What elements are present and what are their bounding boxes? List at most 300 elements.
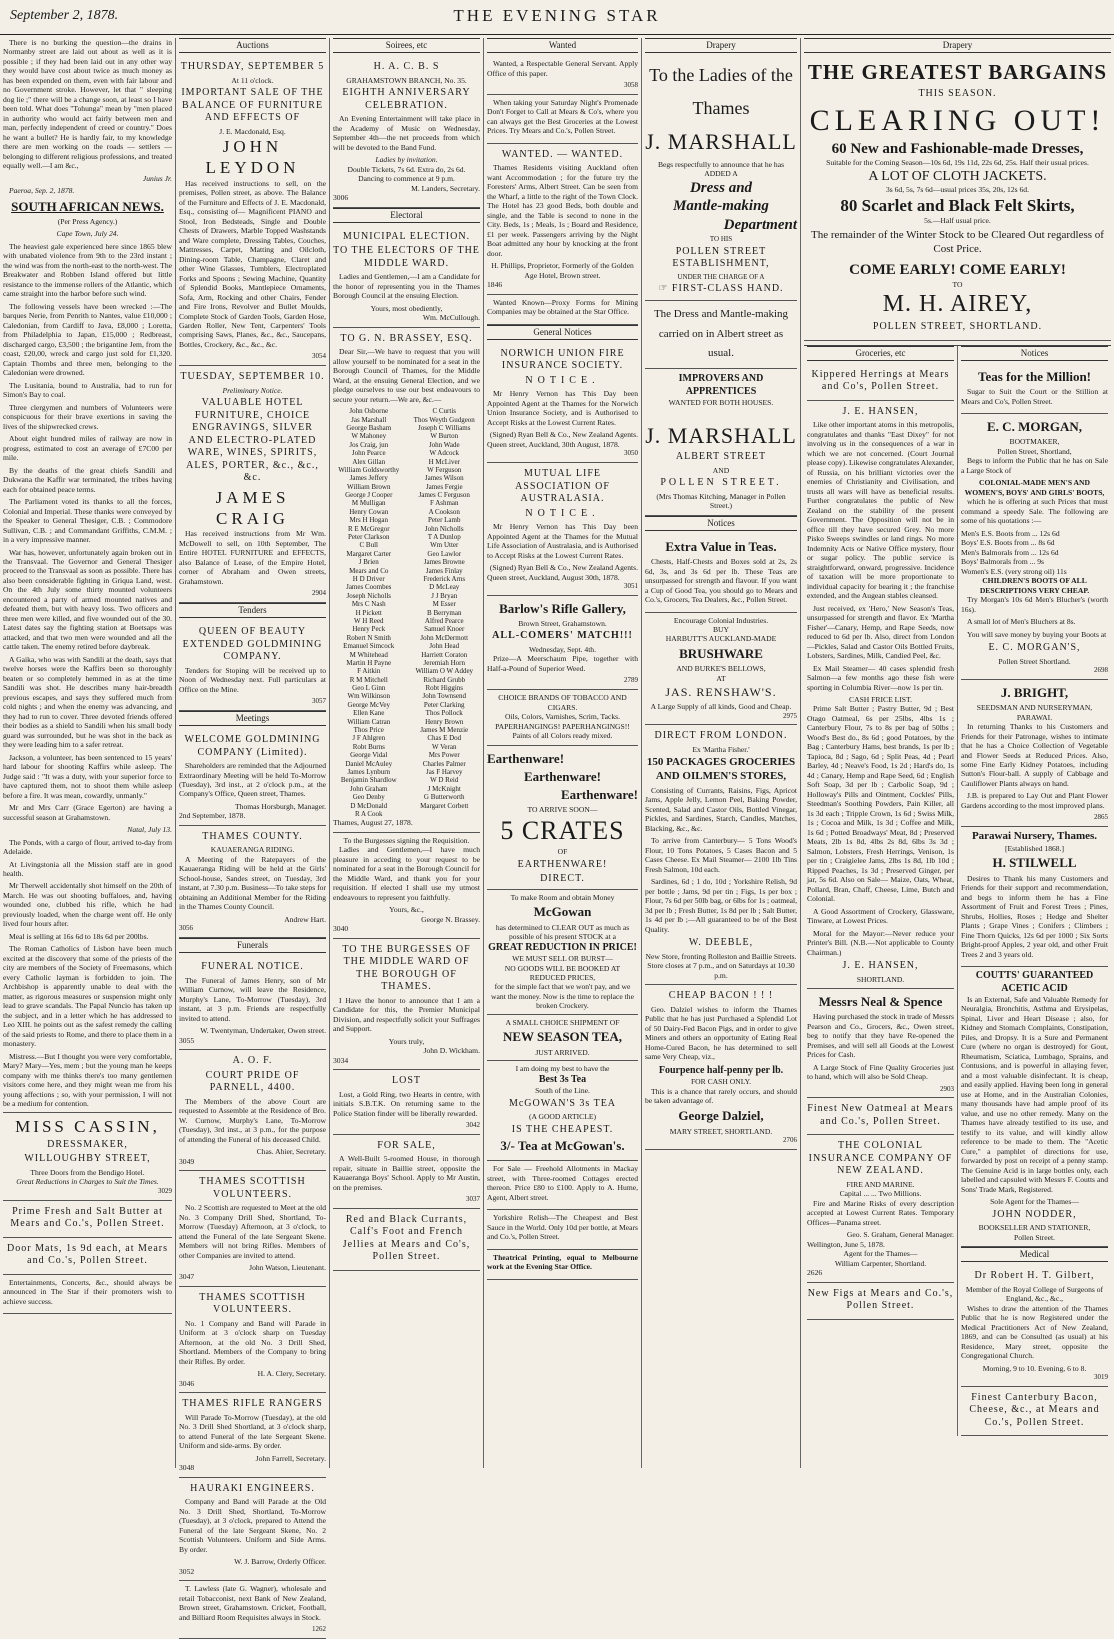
- funeral-body: The Members of the above Court are requested to Assemble at the Residence of Bro. W. Curnow, Murphy's Lane, To-Morrow (Tuesday), 3rd inst., at 3 p.m., for the purpose of attending the Funeral of his deceased Child.: [179, 1096, 326, 1144]
- meeting-2: [179, 826, 326, 938]
- advert-text: [Established 1868.]: [1004, 843, 1065, 853]
- advert-number: 3029: [158, 1186, 172, 1195]
- column-1: [0, 38, 176, 1468]
- advert-text: IMPROVERS AND APPRENTICES: [645, 368, 797, 398]
- signatory-name: M Esser: [432, 600, 456, 609]
- advert-text: for the simple fact that we won't pay, and we want the money. Now is the time to replace the broken Crockery.: [491, 982, 634, 1011]
- signatory-name: Ellen Kane: [353, 709, 385, 718]
- electoral-body: Dear Sir,—We have to request that you will allow yourself to be nominated for a seat in the Borough Council of Thames, for the Middle Ward, at the ensuing General Election, and we pledge ourselves to use our best endeavours to secure your return.—We are, &c.—: [333, 347, 480, 404]
- advert-number: 3019: [1094, 1373, 1108, 1382]
- notice-subtitle: NOTICE.: [525, 507, 600, 519]
- signatory-name: H Pickett: [355, 608, 382, 617]
- price-line: Men's E.S. Boots from ... 12s 6d: [961, 528, 1060, 538]
- news-paragraph: War has, however, unfortunately again broken out in the Transvaal. The Governor and General Thesiger proceed to the Transvaal as soon as possible. There has also been considerable fighting in Griqua Land, west. On the 4th July some thirty mounted volunteers encountered a party of armed mounted natives and defeated them, but with heavy loss. Two officers and three men were killed, and five wounded out of the 30. Latest dates say the fighting station at Boetsaps was attacked, and that two men were wounded and all the cattle taken. The enemy retired before daybreak.: [3, 547, 172, 652]
- advert-text: DIRECT.: [540, 873, 585, 885]
- advert-number: 2626: [807, 1268, 823, 1278]
- signatory-name: Robert N Smith: [346, 633, 391, 642]
- advert-text: Kippered Herrings at Mears and Co's, Pollen Street.: [811, 368, 950, 393]
- advert-text: WANTED FOR BOTH HOUSES.: [668, 398, 774, 408]
- advert-text: AND BURKE'S BELLOWS,: [676, 664, 766, 674]
- advert-text: AND: [712, 465, 730, 475]
- advert-currants: [333, 1209, 480, 1271]
- signatory-name: W H Reed: [354, 616, 384, 625]
- wanted-4: [487, 295, 638, 325]
- advert-text: Entertainments, Concerts, &c., should always be announced in The Star if their promoters wish to achieve success.: [3, 1277, 172, 1306]
- advert-text: 5s.—Half usual price.: [924, 215, 991, 225]
- advert-text: Consisting of Currants, Raisins, Figs, Apricot Jams, Apple Jelly, Lemon Peel, Baking Powder, Scented, Salad and Castor Oils, Bottled Vinegar, Pickles, and Sardines, Starch, Candles, Matches, Blacking, &c., &c.: [645, 785, 797, 833]
- meeting-body: Shareholders are reminded that the Adjourned Extraordinary Meeting will be held To-Morrow (Tuesday), 3rd inst., at 2 o'clock p.m., at the Company's Office, Queen street, Thames.: [179, 761, 326, 799]
- notice-norwich: [487, 343, 638, 463]
- signatory-name: Mrs Power: [428, 751, 460, 760]
- signatory-name: John McDermott: [420, 633, 469, 642]
- advert-text: POLLEN STREET ESTABLISHMENT,: [672, 245, 770, 269]
- funeral-signature: John Watson, Lieutenant.: [249, 1263, 326, 1272]
- signatory-name: Jos Craig, jun: [349, 440, 389, 449]
- advert-text: PAPERHANGINGS! PAPERHANGINGS!!: [495, 721, 630, 731]
- signatory-name: James Lynburn: [347, 767, 391, 776]
- meeting-body: A Meeting of the Ratepayers of the Kauaeranga Riding will be held at the Girls' School-house, Sandes street, on Tuesday, 3rd instant, at 7.30 p.m. Business—To take steps for obtaining an Additional Member for the Riding in the Thames County Council.: [179, 854, 326, 912]
- notice-signature: (Signed) Ryan Bell & Co., New Zealand Agents.: [489, 430, 638, 440]
- meeting-title: THAMES COUNTY.: [202, 830, 303, 842]
- advert-text: Department: [723, 217, 797, 233]
- signatory-name: James Jeffery: [349, 474, 388, 483]
- price-line: Boys' E.S. Boots from ... 8s 6d: [961, 538, 1055, 548]
- signatory-name: M Whitehead: [349, 650, 388, 659]
- advert-tobacconist: [179, 1581, 326, 1639]
- electoral-body: Ladies and Gentlemen,—I am a Candidate for the honor of representing you in the Thames Borough Council at the ensuing Election.: [333, 272, 480, 301]
- advert-heading: THE COLONIAL INSURANCE COMPANY OF NEW ZEALAND.: [808, 1140, 953, 1177]
- lost-title: LOST: [392, 1075, 421, 1087]
- news-paragraph: The Roman Catholics of Lisbon have been much excited at the discovery that some of the priests of the city are members of the Society of Freemasons, which every Catholic layman is forbidden to join. The Archbishop is apparently unable to deal with the matter, as rigorous measures or suspension might only lead to grave scandals. The Papal Nuncio has taken up the subject, and in a letter which he has addressed to Leo XIII. he points out as the safest remedy the calling of the said priests to Rome, and there to place them in a monastery.: [3, 944, 172, 1049]
- electoral-heading: TO G. N. BRASSEY, ESQ.: [340, 332, 473, 344]
- advert-morgan: [961, 414, 1108, 680]
- advert-text: William Carpenter, Shortland.: [834, 1258, 927, 1268]
- news-paragraph: The Parliament voted its thanks to all the forces, Colonial and Imperial. These thanks were conveyed by the Speaker to General Thesiger, C.B. ; Commodore Sullivan, C.B. ; and Commandant Griffiths, C.M.M. ; in a very impressive manner.: [3, 497, 172, 545]
- advert-deeble: [645, 725, 797, 985]
- advert-text: Encourage Colonial Industries.: [673, 615, 769, 625]
- notice-body: Mr Henry Vernon has This Day been Appointed Agent at the Thames for the Norwich Union Insurance Society, and is Authorised to Accept Risks at the Lowest Current Rates.: [487, 389, 638, 427]
- column-3: [330, 38, 484, 1468]
- advert-butter: [3, 1201, 172, 1238]
- column-2: [176, 38, 330, 1634]
- letter-text: There is no burking the question—the drains in Normanby street are laid out about as well as it is possible ; if they had been laid out in any other way they would have cost about twice as much money as has been expended on them, even with fair labour and no Government stroke. However, let that " sleeping dog lie ;" there will be a change soon, at least so I have been told. What does "Tohunga" mean by "men placed in authority who would act fairly between men and man, perfectly independent of creed or country." Does he want a bullet? He is hardly fair, to my knowledge there are men working on the roads — settlers — belonging to different religious professions, and treated equally well.—I am &c.,: [3, 38, 172, 171]
- signatory-name: Mrs C Nash: [351, 600, 386, 609]
- lost-notice: [333, 1070, 480, 1135]
- wanted-text: Thames Residents visiting Auckland often want Accommodation ; for the future try the Foresters' Arms, Albert Street. Can be seen from the Wharf, a little to the right of the Town Clock. The Hotel has 23 good Beds, both double and single, and the Table is second to none in the City. Beds, 1s ; Meals, 1s ; Board and Residence, £1 per week. Passengers arriving by the Night Boat admitted any hour by knocking at the front door.: [487, 163, 638, 258]
- funeral-title: A. O. F.: [232, 1055, 273, 1067]
- advert-text: Fire and Marine Risks of every description accepted at Lowest Current Rates. Temporary Offices—Panama street.: [807, 1198, 954, 1227]
- advert-coutts: [961, 967, 1108, 1247]
- advert-heading: JOHN NODDER,: [992, 1208, 1077, 1220]
- advert-number: 2789: [624, 676, 638, 685]
- news-paragraph: A Gaika, who was with Sandili at the death, says that twelve horses were the Kaffirs been so thoroughly beaten or so completely hemmed in as at the time Sandili was shot. He describes many hair-breadth previous escapes, and says they suffered much from cold nights ; and when the enemy was advancing, and they had to run to cover. Three devoted friends offered their bodies as a shield to Sandili when his small body guard was surrounded, but he was shot in the back as they were leading him to a safer retreat.: [3, 654, 172, 750]
- advert-text: Moral for the Mayor:—Never reduce your Printer's Bill. (N.B.—Not applicable to County Chairman.): [807, 928, 954, 957]
- advert-heading: George Dalziel,: [678, 1108, 764, 1124]
- signatory-name: James Wilson: [424, 474, 464, 483]
- advert-text: Mantle-making: [673, 198, 769, 215]
- advert-neal-spence: [807, 989, 954, 1098]
- soiree: [333, 56, 480, 207]
- advert-text: Three Doors from the Bendigo Hotel.: [30, 1167, 145, 1177]
- funeral-body: The Funeral of James Henry, son of Mr William Curnow, will leave the Residence, Murphy's Lane, To-Morrow (Tuesday), 3rd instant, at 3 p.m. Friends are respectfully invited to attend.: [179, 975, 326, 1023]
- electoral-close: Yours, most obediently,: [370, 303, 443, 313]
- section-header-notices-right: Notices: [961, 346, 1108, 361]
- column-4: [484, 38, 642, 1468]
- tender-body: Tenders for Stoping will be received up to Noon of Wednesday next. Full particulars at Office on the Mine.: [179, 665, 326, 694]
- advert-text: Pollen Street Shortland.: [998, 656, 1071, 666]
- advert-heading: E. C. MORGAN,: [987, 419, 1082, 435]
- advert-number: 3048: [179, 1463, 195, 1473]
- signatory-name: James C Ferguson: [418, 491, 470, 500]
- notice-mutual-life: [487, 463, 638, 596]
- advert-text: POLLEN STREET.: [660, 477, 782, 489]
- signatory-name: T A Dunlop: [427, 533, 461, 542]
- advert-text: ALBERT STREET: [675, 451, 767, 463]
- advert-text: New Figs at Mears and Co.'s, Pollen Street.: [807, 1287, 954, 1312]
- rifle-title: Barlow's Rifle Gallery,: [499, 600, 626, 616]
- soiree-signature: M. Landers, Secretary.: [411, 183, 480, 193]
- advert-text: Suitable for the Coming Season—10s 6d, 19s 11d, 22s 6d, 25s. Half their usual prices.: [826, 158, 1089, 168]
- price-line: Men's Balmorals from ... 12s 6d: [961, 547, 1059, 557]
- advert-text: GREAT REDUCTION IN PRICE!: [488, 941, 637, 953]
- electoral-3: [333, 833, 480, 939]
- news-paragraph: Jackson, a volunteer, has been sentenced to 15 years' hard labour for shooting Kaffirs while asleep. The Judge said : "It was a duty, with your superior force to have captured them, not to shoot them while asleep before a fire. It was mean, cowardly, unmanly.": [3, 752, 172, 800]
- signatory-name: Benjamin Shardlow: [340, 776, 397, 785]
- electoral-1: [333, 226, 480, 328]
- advert-text: EARTHENWARE!: [517, 858, 608, 870]
- advert-colonial-insurance: [807, 1135, 954, 1282]
- notices-column: [958, 346, 1111, 1437]
- section-header-drapery-airey: Drapery: [804, 38, 1111, 53]
- advert-text: Store closes at 7 p.m., and on Saturdays at 10.30 p.m.: [647, 961, 795, 980]
- advert-text: Pollen Street, Shortland,: [997, 446, 1072, 456]
- advert-text: BOOTMAKER,: [1009, 437, 1060, 447]
- advert-printing: [487, 1250, 638, 1280]
- advert-text: You will save money by buying your Boots at: [967, 629, 1107, 639]
- news-paragraph: The heaviest gale experienced here since 1865 blew with unabated violence from 9th to the 23rd instant ; the wind was from the north-east to the north-west. The Breakwater and Robben Island offered but little resistance to the immense rollers of the Atlantic, which came straight into the harbor before such wind.: [3, 241, 172, 299]
- section-header-general-notices: General Notices: [487, 325, 638, 340]
- news-paragraph: At Livingstonia all the Mission staff are in good health.: [3, 859, 172, 878]
- advert-heading: Messrs Neal & Spence: [818, 994, 943, 1010]
- sale-title: FOR SALE,: [377, 1139, 436, 1151]
- advert-text: JUST ARRIVED.: [535, 1047, 590, 1057]
- signatory-name: D McLeay: [429, 583, 460, 592]
- advert-text: Try Morgan's 10s 6d Men's Blucher's (worth 16s).: [961, 595, 1108, 614]
- signatory-name: Daniel McAuley: [345, 759, 393, 768]
- advert-heading: DIRECT FROM LONDON.: [654, 730, 788, 742]
- advert-heading: MISS CASSIN,: [15, 1116, 160, 1136]
- news-dateline: Natal, July 13.: [127, 825, 172, 835]
- funeral-6: [179, 1478, 326, 1581]
- advert-stilwell: [961, 827, 1108, 967]
- advert-text: Geo. S. Graham, General Manager.: [846, 1230, 954, 1240]
- advert-dalziel: [645, 985, 797, 1150]
- advert-number: 2706: [783, 1136, 797, 1145]
- advert-cassin: [3, 1112, 172, 1201]
- rifle-prize: Prize—A Meerschaum Pipe, together with Half-a-Pound of Superior Weed.: [487, 654, 638, 673]
- signatory-name: George J Cooper: [345, 491, 393, 500]
- meeting-signature: Andrew Hart.: [284, 914, 326, 924]
- advert-number: 3040: [333, 924, 349, 934]
- signatory-name: R A Cook: [354, 809, 383, 818]
- signatory-name: J McKnight: [427, 784, 461, 793]
- tender: [179, 621, 326, 711]
- electoral-heading: To the Burgesses signing the Requisition.: [343, 835, 470, 845]
- signatory-name: Thos Pollock: [425, 709, 463, 718]
- signatory-name: James Browne: [423, 558, 465, 567]
- wanted-signature: H. Phillips, Proprietor, Formerly of the Golden Age Hotel, Brown street.: [491, 261, 634, 280]
- advert-heading: J. BRIGHT,: [1000, 684, 1069, 700]
- advert-heading: CHEAP BACON ! ! !: [668, 990, 774, 1002]
- notice-body: Mr Henry Vernon has This Day been Appointed Agent at the Thames for the Mutual Life Association of Australasia, and is Authorised to Accept Risks at the Lowest Current Rates.: [487, 522, 638, 560]
- advert-number: 3050: [624, 449, 638, 458]
- meeting-subtitle: KAUAERANGA RIDING.: [210, 845, 295, 855]
- signatory-name: Charles Palmer: [422, 759, 466, 768]
- advert-number: 3037: [466, 1195, 480, 1204]
- advert-number: 3052: [179, 1566, 195, 1576]
- signatory-name: G Butterworth: [423, 793, 465, 802]
- signatory-name: George McVey: [347, 700, 390, 709]
- notice-signature: (Signed) Ryan Bell & Co., New Zealand Agents.: [489, 563, 638, 573]
- advert-text: A LOT OF CLOTH JACKETS.: [868, 168, 1047, 184]
- signatory-name: John Graham: [349, 784, 388, 793]
- advert-text: AT: [716, 673, 726, 683]
- advert-text: T. Lawless (late G. Wagner), wholesale and retail Tobacconist, next Bank of New Zealand, Brown street, Grahamstown. Cricket, Football, and Billiard Room Requisites always in Stock.: [179, 1584, 326, 1622]
- signatory-name: John Head: [429, 642, 460, 651]
- airey-name: M. H. AIREY,: [882, 291, 1033, 318]
- electoral-signature: Wm. McCullough.: [422, 313, 480, 323]
- column-6: [801, 38, 1114, 1468]
- electoral-close: Yours, &c.,: [389, 905, 424, 915]
- rifle-match: ALL-COMERS' MATCH!!!: [492, 630, 633, 642]
- auction-body: Has received instructions from Mr Wm. McDowell to sell, on 10th September, The Entire HOTEL FURNITURE and EFFECTS, also Balance of Lease, of the Empire Hotel, corner of Abraham and Owen streets, Grahamstown.: [179, 529, 326, 586]
- advert-text: To make Room and obtain Money: [487, 889, 638, 902]
- signatory-name: James Finlay: [425, 566, 463, 575]
- advert-text: A SMALL CHOICE SHIPMENT OF: [487, 1014, 638, 1027]
- signatory-name: Mrs H Hogan: [349, 516, 388, 525]
- groceries-column: [804, 346, 958, 1437]
- advert-text: This is a chance that rarely occurs, and should be taken advantage of.: [645, 1086, 797, 1105]
- meeting-title: WELCOME GOLDMINING COMPANY (Limited).: [184, 734, 321, 758]
- advert-heading: COUTTS' GUARANTEED ACETIC ACID: [975, 970, 1094, 994]
- signatory-name: John Nicholls: [424, 524, 464, 533]
- signatory-name: W D Reid: [430, 776, 459, 785]
- advert-text: Dress and: [689, 179, 753, 196]
- signatory-name: James M Menzie: [420, 726, 469, 735]
- advert-text: I am doing my best to have the: [487, 1060, 638, 1073]
- signatory-name: J J Bryan: [431, 591, 458, 600]
- advert-number: 3006: [333, 193, 349, 203]
- advert-number: 1262: [312, 1625, 326, 1634]
- advert-number: 3049: [179, 1156, 195, 1166]
- advert-text: Is an External, Safe and Valuable Remedy for Neuralgia, Bronchitis, Asthma and Erysipelas, Spinal, Liver and Heart Disease ; also, for Kidney and Stomach Complaints, Constipation, Piles, and Dropsy. It is a Sure and Permanent Cure (where no organ is destroyed) for Gout, Rheumatism, Sciatica, Lumbago, Sprains, and Contusions, and is powerful in allaying fever, and a most valuable disinfectant. It is cheap, and easily applied. Having been long in general use at Home, and in the Australian Colonies, many thousands have had ample proof of its value, and use no other remedy. Many on the Thames have already testified to its use, and testify to its value, and will kindly allow reference to be made to them. The "Acetic Cure," a pamphlet of directions for use, forwarded by post on receipt of a penny stamp. The Genuine Acid is in large bottles only, each labelled and capsuled with Messrs F. Coutts and Sons' Trade Mark, Registered.: [961, 995, 1108, 1194]
- advert-heading: Dr Robert H. T. Gilbert,: [974, 1270, 1095, 1282]
- advert-number: 2975: [783, 711, 797, 720]
- advert-number: 3034: [333, 1055, 349, 1065]
- advert-text: Red and Black Currants, Calf's Foot and French Jellies at Mears and Co's, Pollen Street.: [342, 1213, 471, 1263]
- signatory-name: Richard Grubb: [423, 675, 466, 684]
- news-paragraph: Mr Therwell accidentally shot himself on the 20th of March. He was out shooting buffaloes, and, having wounded one, clubbed his rifle, which he had previously loaded, when the charge went off. He only lived four hours after.: [3, 881, 172, 929]
- section-header-medical: Medical: [961, 1247, 1108, 1262]
- news-title: SOUTH AFRICAN NEWS.: [11, 198, 164, 214]
- advert-bright: [961, 680, 1108, 827]
- advert-number: 3042: [466, 1120, 480, 1129]
- advert-text: Geo. Dalziel wishes to inform the Thames Public that he has just Purchased a Splendid Lot of 50 Dairy-Fed Bacon Pigs, and in order to give Miners and others an opportunity of Eating Real Home-Cured Bacon, he has determined to sell same Very Cheap, viz.,: [645, 1004, 797, 1062]
- signatory-name: C Bull: [359, 541, 378, 550]
- electoral-heading: TO THE ELECTORS OF THE MIDDLE WARD.: [333, 245, 480, 269]
- signatory-name: William O W Addey: [415, 667, 474, 676]
- advert-number: 3057: [312, 697, 326, 706]
- advert-number: 3058: [624, 81, 638, 90]
- advert-text: Just received, ex 'Hero,' New Season's Teas, unsurpassed for strength and flavor. Ex 'Martha Fisher'—Canary, Hemp, and Rape Seeds, now reduced to 6d per lb. Also, direct from London—Pickles, Salad and Castor Oils Bottled Fruits, Lobsters, Sardines, Milk, Candied Peel, &c.: [807, 603, 954, 661]
- advert-text: UNDER THE CHARGE OF A: [677, 272, 765, 281]
- signatory-name: Chas E Dod: [427, 734, 462, 743]
- signatory-name: Wm Wilkinson: [347, 692, 391, 701]
- marshall-name: J. MARSHALL: [645, 422, 797, 448]
- signatory-list: [333, 407, 405, 818]
- column-6-split: [804, 345, 1111, 1437]
- signatory-name: John Pearce: [351, 449, 386, 458]
- advert-text: Wishes to draw the attention of the Thames Public that he is now Registered under the Medical Practitioners Act of New Zealand, 1869, and can be Consulted (as usual) at his Residence, Mary street, opposite the Congregational Church.: [961, 1303, 1108, 1361]
- advert-heading: E. C. MORGAN'S,: [988, 642, 1081, 654]
- advert-text: Pollen Street.: [1014, 1232, 1055, 1242]
- signatory-name: George Basham: [346, 423, 392, 432]
- signatory-name: Peter Clarking: [423, 700, 465, 709]
- ew-line: Earthenware!: [560, 787, 638, 803]
- wanted-2: [487, 95, 638, 144]
- column-5: [642, 38, 801, 1468]
- advert-text: J.B. is prepared to Lay Out and Plant Flower Gardens according to the most improved plans.: [961, 791, 1108, 810]
- news-paragraph: The Ponds, with a cargo of flour, arrived to-day from Adelaide.: [3, 837, 172, 857]
- auction-date: TUESDAY, SEPTEMBER 10.: [180, 371, 325, 383]
- signatory-name: H McLiver: [428, 457, 460, 466]
- signatory-name: William Goldsworthy: [338, 465, 400, 474]
- advert-text: A small lot of Men's Bluchers at 8s.: [967, 617, 1076, 627]
- rifle-address: Brown Street, Grahamstown.: [518, 618, 607, 628]
- advert-heading: H. STILWELL: [992, 855, 1077, 871]
- soiree-heading: EIGHTH ANNIVERSARY CELEBRATION.: [342, 87, 471, 111]
- advert-text: HARBUTT'S AUCKLAND-MADE: [665, 634, 777, 644]
- advert-number: 3047: [179, 1272, 195, 1282]
- soiree-title: H. A. C. B. S: [373, 61, 440, 73]
- advert-text: 3s 6d, 5s, 7s 6d—usual prices 35s, 20s, 12s 6d.: [885, 185, 1030, 195]
- signatory-name: Harriett Coraton: [421, 650, 468, 659]
- electoral-close: Yours truly,: [388, 1036, 425, 1046]
- letter-signature: Junius Jr.: [142, 173, 172, 183]
- advert-entertainments: [3, 1275, 172, 1314]
- advert-number: 2865: [1094, 813, 1108, 822]
- auction-title: VALUABLE HOTEL FURNITURE, CHOICE ENGRAVINGS, SILVER AND ELECTRO-PLATED WARE, WINES, SPIRITS, ALES, PORTER, &c., &c., &c.: [186, 397, 319, 484]
- advert-text: Ex 'Martha Fisher.': [692, 744, 750, 754]
- electoral-4: [333, 939, 480, 1070]
- electoral-body: Ladies and Gentlemen,—I have much pleasure in acceding to your request to be nominated for a seat in the Borough Council for the Middle Ward, and thank you for your requisition. If elected I shall use my utmost endeavours to represent you faithfully.: [333, 845, 480, 902]
- advert-text: 80 Scarlet and Black Felt Skirts,: [840, 195, 1075, 215]
- tender-title: QUEEN OF BEAUTY EXTENDED GOLDMINING COMPANY.: [182, 626, 323, 663]
- mcgowan-name: McGowan: [533, 904, 592, 920]
- requisition-signatories: [333, 407, 480, 818]
- letter-place: Paeroa, Sep. 2, 1878.: [9, 186, 75, 196]
- advert-text: Finest Canterbury Bacon, Cheese, &c., at Mears and Co.'s, Pollen Street.: [969, 1391, 1100, 1428]
- auction-time: At 11 o'clock.: [231, 75, 274, 85]
- advert-text: Begs to inform the Public that he has on Sale a Large Stock of: [961, 456, 1108, 475]
- advert-text: CHILDREN'S BOOTS OF ALL DESCRIPTIONS VERY CHEAP.: [979, 576, 1090, 595]
- advert-text: Door Mats, 1s 9d each, at Mears and Co.'s, Pollen Street.: [7, 1242, 168, 1267]
- advert-text: 60 New and Fashionable-made Dresses,: [831, 140, 1084, 157]
- advert-text: Having purchased the stock in trade of Messrs Pearson and Co., Grocers, &c., Owen street, beg to notify that they have Re-opened the Premises, and will sell all Goods at the Lowest Prices for Cash.: [807, 1012, 954, 1060]
- advert-text: COME EARLY! COME EARLY!: [849, 261, 1066, 278]
- marshall-name: J. MARSHALL: [645, 129, 797, 155]
- advert-text: FIRE AND MARINE.: [846, 1179, 915, 1189]
- newspaper-title: THE EVENING STAR: [453, 6, 661, 25]
- notice-subtitle: NOTICE.: [525, 374, 600, 386]
- auctioneer-name: JOHN LEYDON: [205, 137, 300, 178]
- funeral-subtitle: COURT PRIDE OF PARNELL, 4400.: [205, 1069, 300, 1094]
- advert-text: A Large Stock of Fine Quality Groceries just to hand, which will also be Sold Cheap.: [807, 1062, 954, 1082]
- signatory-name: J Brien: [358, 558, 379, 567]
- advert-text: The remainder of the Winter Stock to be Cleared Out regardless of Cost Price.: [811, 229, 1104, 256]
- advert-mats: [3, 1238, 172, 1275]
- advert-text: Chests, Half-Chests and Boxes sold at 2s, 2s 6d, 3s, and 3s 6d per lb. These Teas are unsurpassed for strength and flavour. If you want a Cup of Good Tea, you should go to Mears and Co.'s, Grocers, Tea Dealers, &c., Pollen Street.: [645, 557, 797, 605]
- sale-body: A Well-Built 5-roomed House, in thorough repair, situate in Baillie street, opposite the Kauaeranga Boys' School. Apply to Mr Austin, on the premises.: [333, 1154, 480, 1192]
- advert-text: The Dress and Mantle-making carried on in Albert street as usual.: [645, 300, 797, 364]
- advert-text: (Mrs Thomas Kitching, Manager in Pollen Street.): [656, 491, 786, 511]
- advert-text: SHORTLAND.: [856, 974, 905, 984]
- funeral-1: [179, 956, 326, 1050]
- signatory-name: Peter Clarkson: [348, 533, 390, 542]
- funeral-body: No. 1 Company and Band will Parade in Uniform at 3 o'clock sharp on Tuesday Afternoon, at the old No. 3 Drill Shed, Shortland. Members of the Company to bring their Rifles. By order.: [179, 1318, 326, 1366]
- signatory-name: Mears and Co: [349, 566, 389, 575]
- advert-text: BOOKSELLER AND STATIONER,: [978, 1223, 1091, 1233]
- auction-date: THURSDAY, SEPTEMBER 5: [180, 61, 325, 73]
- signatory-name: Robt Higgins: [425, 684, 464, 693]
- signatory-name: W Veran: [432, 742, 457, 751]
- advert-text: Morning, 9 to 10. Evening, 6 to 8.: [982, 1363, 1087, 1373]
- price-line: Women's E.S. (very strong oil) 11s: [961, 566, 1067, 576]
- signatory-name: A Cookson: [428, 507, 460, 516]
- advert-text: (A GOOD ARTICLE): [528, 1112, 597, 1122]
- lost-body: Lost, a Gold Ring, two Hearts in centre, with initials S.B.T.K. On returning same to the Police Station finder will be liberally rewarded.: [333, 1089, 480, 1118]
- advert-text: TO: [952, 279, 963, 289]
- funeral-signature: Chas. Ahier, Secretary.: [256, 1147, 326, 1157]
- advert-text: Member of the Royal College of Surgeons of England, &c., &c.,: [965, 1284, 1104, 1304]
- advert-airey: [804, 56, 1111, 340]
- advert-marshall: [645, 56, 797, 515]
- advert-text: Prime Salt Butter ; Pastry Butter, 9d ; Best Otago Oatmeal, 6s per 25lbs, 4lbs 1s ; Canterbury Flour, 7s to 8s per bag of 50lbs ; Wood's Best do., 8s 6d ; good Potatoes, by the Bag ; Canterbury Hams, best brands, 1s per lb ; Tapioca, 8d ; Sago, 6d ; Split Peas, 4d ; Pearl Barley, 4d ; Neave's Food, 1s 2d ; Hard's do, 1s 4d ; Canary, Hemp and Rape Seed, 6d ; English Soft Soap, 3d per lb ; Carbolic Soap, 9d ; Holloway's Pills and Ointment, Cockles' Pills, Steedman's Soothing Powders, Pain Killer, all 1s 3d each ; Tripple Crown, 1s 6d ; Swiss Milk, 1s ; Cocoa and Milk, 1s 3d ; Coffee and Milk, 1s 6d ; Potted Broadways' Meat, 8d ; Preserved Meats, 2lb 1s 8d, 4lbs 2s 8d, 6lbs 3s 3d ; Salmon, Lobsters, Fresh Herrings, Venison, 1s per tin ; Craigielee Jams, 2lbs 1s 8d, 1lb 10d ; Ripped Peaches, 1s 3d ; Preserved Ginger, per jar, 5s 6d. Also on Sale— Maize, Oats, Wheat, Pollard, Bran, Chaff, Cheese, Lime, Butch and Colonial.: [807, 704, 954, 904]
- advert-text: Desires to Thank his many Customers and Friends for their support and recommendation, and begs to inform them he has a Fine Assortment of Fruit and Forest Trees ; Pines, Shrubs, Hollies, Roses ; Hedge and Shelter Plants ; Grape Vines ; Conifers ; Climbers ; Fine Thorn Quicks, 12s 6d per 1000 ; Six Sorts Bright-proof Apples, 2 year old, and other Fruit Trees 2 and 3 years old.: [961, 873, 1108, 959]
- airey-clearing: CLEARING OUT!: [809, 104, 1106, 137]
- advert-text: Like other important atoms in this metropolis, congratulates and thanks "East Dixey" for not involving us in the consequences of a war in which we are not concerned. (Court Journal please copy). Likewise congratulates Alexander, of Russia, on his brilliant victories over the enemies of Christianity and Civilisation, and trusts all wars will have as beneficial results. Further congratulates the public of New Zealand on the stability of the present Government. The Opposition will not be in office till they have secured Grey. No more Pisko Sweeps swindles or land rings. No more Indemnity Acts or Native Office mystery, flour or sugar policy. The public service is straightforward, onward, progressive. Incidence of taxation will be more proportionate to individual capacity for bearing it ; the franchise extended, and the Augean stables cleansed.: [807, 420, 954, 601]
- funeral-signature: W. J. Barrow, Orderly Officer.: [234, 1557, 326, 1567]
- advert-heading: 150 PACKAGES GROCERIES AND OILMEN'S STORES,: [646, 756, 796, 783]
- signatory-name: William Brown: [347, 482, 391, 491]
- advert-text: Oils, Colors, Varnishes, Scrim, Tacks.: [505, 712, 620, 722]
- advert-allotments: [487, 1161, 638, 1210]
- advert-text: ☞ FIRST-CLASS HAND.: [658, 283, 784, 295]
- advert-text: has determined to CLEAR OUT as much as possible of his present STOCK at a: [495, 922, 630, 942]
- tea-heading: NEW SEASON TEA,: [502, 1029, 623, 1045]
- advert-text: South of the Line.: [535, 1086, 590, 1096]
- section-header-funerals: Funerals: [179, 938, 326, 953]
- signatory-name: John Townsend: [422, 692, 467, 701]
- advert-number: 3056: [179, 924, 193, 933]
- signatory-name: Robt Burns: [352, 742, 385, 751]
- advert-text: BUY: [712, 624, 730, 634]
- advert-text: IS THE CHEAPEST.: [511, 1123, 614, 1135]
- advert-text: Sole Agent for the Thames—: [990, 1197, 1079, 1207]
- sale-notice: [333, 1135, 480, 1209]
- advert-text: THIS SEASON.: [918, 87, 997, 99]
- advert-text: PARAWAI.: [1016, 712, 1053, 722]
